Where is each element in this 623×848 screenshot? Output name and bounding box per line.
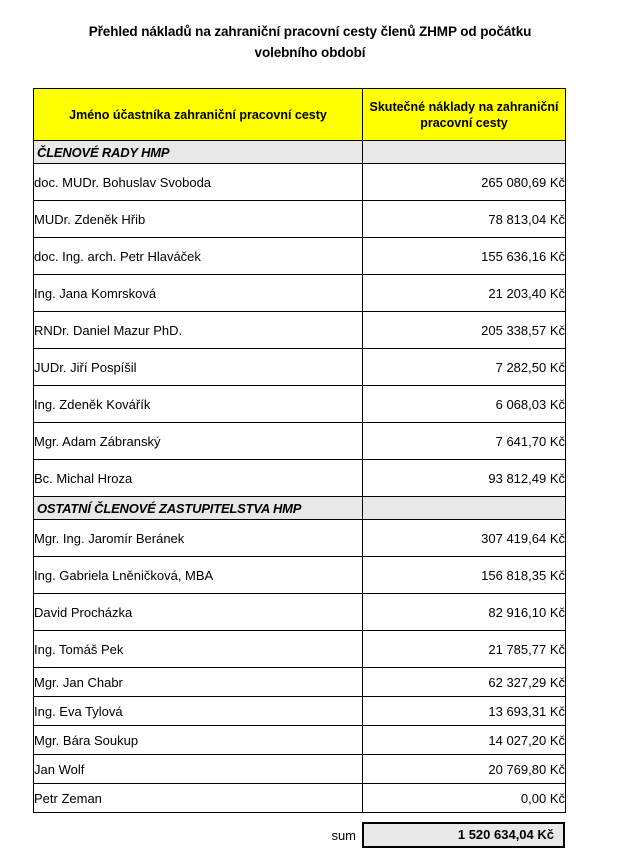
participant-name: Ing. Jana Komrsková: [34, 275, 363, 312]
participant-name: Mgr. Adam Zábranský: [34, 423, 363, 460]
table-row: [34, 164, 566, 201]
group-label: OSTATNÍ ČLENOVÉ ZASTUPITELSTVA HMP: [34, 497, 363, 520]
group-label: ČLENOVÉ RADY HMP: [34, 141, 363, 164]
participant-name: MUDr. Zdeněk Hřib: [34, 201, 363, 238]
table-row: [34, 631, 566, 668]
participant-name: doc. Ing. arch. Petr Hlaváček: [34, 238, 363, 275]
participant-name: Ing. Zdeněk Kovářík: [34, 386, 363, 423]
table-row: [34, 386, 566, 423]
participant-name: Petr Zeman: [34, 784, 363, 813]
participant-cost: 7 282,50 Kč: [363, 349, 566, 386]
expenses-table: [33, 88, 566, 813]
table-row: [34, 755, 566, 784]
participant-cost: 205 338,57 Kč: [363, 312, 566, 349]
table-body: [34, 89, 566, 813]
table-row: [34, 697, 566, 726]
participant-name: JUDr. Jiří Pospíšil: [34, 349, 363, 386]
participant-cost: 265 080,69 Kč: [363, 164, 566, 201]
participant-cost: 6 068,03 Kč: [363, 386, 566, 423]
participant-name: doc. MUDr. Bohuslav Svoboda: [34, 164, 363, 201]
participant-name: Ing. Eva Tylová: [34, 697, 363, 726]
participant-name: Mgr. Bára Soukup: [34, 726, 363, 755]
table-row: [34, 238, 566, 275]
participant-cost: 0,00 Kč: [363, 784, 566, 813]
table-group-row: [34, 497, 566, 520]
column-header-name: Jméno účastníka zahraniční pracovní cesty: [34, 89, 363, 141]
table-row: [34, 460, 566, 497]
summary-label: sum: [331, 827, 356, 843]
table-group-row: [34, 141, 566, 164]
participant-cost: 14 027,20 Kč: [363, 726, 566, 755]
summary-total-value: 1 520 634,04 Kč: [362, 822, 565, 848]
participant-name: David Procházka: [34, 594, 363, 631]
participant-cost: 78 813,04 Kč: [363, 201, 566, 238]
participant-cost: 13 693,31 Kč: [363, 697, 566, 726]
participant-name: Bc. Michal Hroza: [34, 460, 363, 497]
table-row: [34, 312, 566, 349]
participant-name: Ing. Tomáš Pek: [34, 631, 363, 668]
table-row: [34, 201, 566, 238]
participant-name: Ing. Gabriela Lněničková, MBA: [34, 557, 363, 594]
table-row: [34, 557, 566, 594]
table-row: [34, 784, 566, 813]
page-title: Přehled nákladů na zahraniční pracovní cesty členů ZHMP od počátku volebního období: [88, 24, 532, 60]
summary-row: [33, 822, 565, 848]
participant-cost: 21 785,77 Kč: [363, 631, 566, 668]
participant-name: RNDr. Daniel Mazur PhD.: [34, 312, 363, 349]
table-row: [34, 594, 566, 631]
table-row: [34, 423, 566, 460]
group-value-spacer: [363, 141, 566, 164]
group-value-spacer: [363, 497, 566, 520]
participant-cost: 93 812,49 Kč: [363, 460, 566, 497]
table-row: [34, 275, 566, 312]
participant-cost: 21 203,40 Kč: [363, 275, 566, 312]
participant-cost: 307 419,64 Kč: [363, 520, 566, 557]
participant-cost: 82 916,10 Kč: [363, 594, 566, 631]
participant-name: Mgr. Jan Chabr: [34, 668, 363, 697]
column-header-value: Skutečné náklady na zahraniční pracovní cesty: [363, 89, 566, 141]
participant-cost: 155 636,16 Kč: [363, 238, 566, 275]
participant-cost: 20 769,80 Kč: [363, 755, 566, 784]
participant-cost: 7 641,70 Kč: [363, 423, 566, 460]
table-row: [34, 520, 566, 557]
participant-name: Mgr. Ing. Jaromír Beránek: [34, 520, 363, 557]
table-row: [34, 349, 566, 386]
table-row: [34, 726, 566, 755]
participant-cost: 62 327,29 Kč: [363, 668, 566, 697]
participant-name: Jan Wolf: [34, 755, 363, 784]
table-row: [34, 668, 566, 697]
participant-cost: 156 818,35 Kč: [363, 557, 566, 594]
table-header-row: [34, 89, 566, 141]
